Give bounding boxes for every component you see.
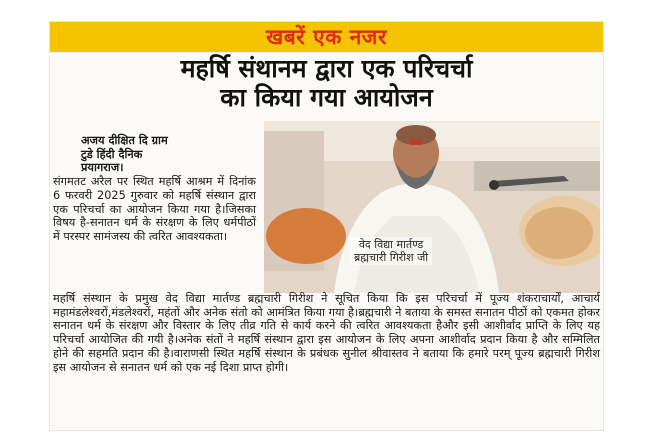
byline-dateline: प्रयागराज। [81,161,124,175]
article-body: महर्षि संस्थान के प्रमुख वेद विद्या मार्तण्ड ब्रह्मचारी गिरीश ने सूचित किया कि इस परिचर्चा में पूज्य शंकराचार्यों, आचार्य महामंडलेश्वरों,मंडलेश्वरों, महंतों और अनेक संतो को आमंत्रित किया गया है।ब्रह्मचारी ने बताया के समस्त सनातन पीठों को एकमत होकर सनातन धर्म के संरक्षण और विस्तार के लिए तीव्र गति से कार्य करने की त्वरित आवश्यकता हैऔर इसी आशीर्वाद प्राप्ति के लिए यह परिचर्चा आयोजित की गयी है।अनेक संतों ने महर्षि संस्थान द्वारा इस आयोजन के लिए अपना आशीर्वाद प्रदान किया है और सम्मिलित होने की सहमति प्रदान की है।वाराणसी स्थित महर्षि संस्थान के प्रबंधक सुनील श्रीवास्तव ने बताया कि हमारे परम् पूज्य ब्रह्मचारी गिरीश इस आयोजन से सनातन धर्म को एक नई दिशा प्राप्त होगी। [53,292,600,374]
byline [53,134,256,175]
photo-caption-line-2: ब्रह्मचारी गिरीश जी [354,251,429,264]
article-intro: संगमतट अरैल पर स्थित महर्षि आश्रम में दिनांक 6 फरवरी 2025 गुरुवार को महर्षि संस्थान द्वारा एक परिचर्चा का आयोजन किया गया है।जिसका विषय है-सनातन धर्म के संरक्षण के लिए धर्मपीठों में परस्पर सामंजस्य की त्वरित आवश्यकता। [53,175,256,243]
section-banner [50,22,603,52]
headline [50,54,603,112]
headline-line-2: का किया गया आयोजन [220,83,433,112]
headline-line-1: महर्षि संथानम द्वारा एक परिचर्चा [180,54,473,83]
photo-caption-line-1: वेद विद्या मार्तण्ड [358,238,424,251]
newspaper-clipping [50,22,603,430]
photo-illustration [264,121,600,293]
byline-author: अजय दीक्षित दि ग्राम [81,134,168,147]
section-title: खबरें एक नजर [266,25,387,49]
article-intro-column [53,134,256,244]
photo-caption [350,237,432,265]
article-photo [264,121,600,293]
byline-paper: टुडे हिंदी दैनिक [81,147,143,161]
